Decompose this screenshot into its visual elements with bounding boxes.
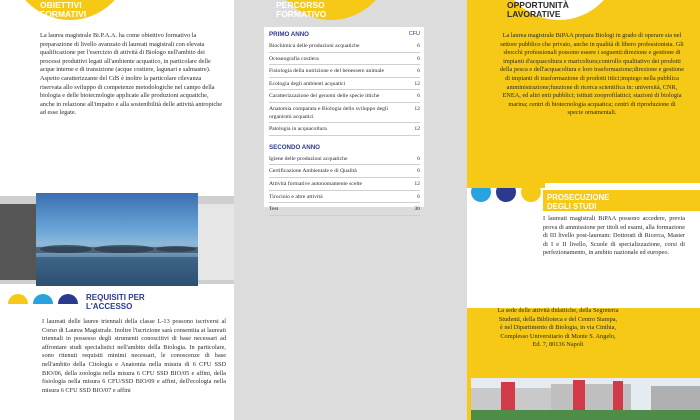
course-name: Tirocinio e altre attività: [269, 193, 323, 200]
year1-list: [269, 43, 420, 136]
dots-mask: [0, 304, 84, 316]
photo-band-dark: [0, 204, 36, 280]
dots-mask-upper: [467, 176, 545, 188]
course-name: Igiene delle produzioni acquatiche: [269, 155, 348, 162]
obiettivi-text: La laurea magistrale Bi.P.A.A. ha come obiettivo formativo la preparazione di livello avanzato di laureati magistrali con elevata qualificazione per l'esercizio di attività di Biologo nell'ambito dei processi produttivi legati all'ambiente acquatico, in particolare delle acque interne e di transizione (acque costiere, lagunari e salmastre). Aspetto caratterizzante del CdS è inoltre la particolare rilevanza riservata allo sviluppo di competenze metodologiche nel campo della biologia e delle biotecnologie applicate alle produzioni acquatiche, anche in relazione all'impatto e alla sostenibilità delle attività antropiche ad esse legate.: [40, 32, 223, 117]
course-row: [269, 181, 420, 191]
course-cfu: 12: [414, 180, 420, 187]
course-row: [269, 43, 420, 53]
course-name: Ecologia degli ambienti acquatici: [269, 80, 346, 87]
course-cfu: 6: [417, 193, 420, 200]
opportunita-text: La laurea magistrale BiPAA prepara Biologi in grado di operare sia nel settore pubblico che privato, anche in qualità di libero professionista. Gli sbocchi professionali possono essere i seguenti:direzione e gestione di impianti d'acquacoltura e maricoltura;controllo qualitativo dei prodotti della pesca e dell'acquacoltura e loro trasformazione;direzione e gestione di impianti di trasformazione di prodotti ittici;impiego nella pubblica amministrazione;funzione di ricerca scientifica in: università, CNR, ENEA, ed altri enti pubblici; istituti zooprofilattici; stazioni di biologia marina; centri di biotecnologia acquatica; centri di riproduzione di specie ornamentali.: [500, 32, 685, 117]
year2-label: SECONDO ANNO: [269, 143, 320, 151]
course-cfu: 6: [417, 168, 420, 175]
course-cfu: 12: [414, 126, 420, 133]
course-row: [269, 81, 420, 91]
year1-label: PRIMO ANNO: [269, 31, 309, 38]
course-row: [269, 156, 420, 166]
course-row: [269, 56, 420, 66]
course-name: Fisiologia della nutrizione e del benessere animale: [269, 68, 384, 75]
course-cfu: 6: [417, 55, 420, 62]
course-row: [269, 194, 420, 204]
column-1: [0, 0, 234, 420]
building-photo: [471, 378, 700, 420]
section-title-sede: LA SEDE: [497, 293, 531, 302]
course-cfu: 30: [414, 206, 420, 213]
course-cfu: 12: [414, 80, 420, 87]
course-cfu: 6: [417, 93, 420, 100]
course-cfu: 6: [417, 155, 420, 162]
requisiti-text: I laureati delle lauree triennali della classe L-13 possono iscriversi al Corso di Laurea Magistrale. Inoltre l'iscrizione sarà consentita ai laureati triennali in possesso degli strumenti conoscitivi di base necessari ad affrontare studi specialistici nell'ambito della Biologia. In particolare, sono ritenuti requisiti minimi necessari, le conoscenze di base nell'ambito della Citologia e Anatomia nella misura di 6 CFU SSD BIO/06, della zoologia nella misura 6 CFU SSD BIO/05 e affini, della fisiologia nella misura 6 CFU/SSD BIO/09 e affini, dell'ecologia nella misura 6 CFU SSD BIO/07 e affini: [42, 318, 226, 394]
course-cfu: 6: [417, 68, 420, 75]
column-3: [467, 0, 700, 420]
course-row: [269, 206, 420, 216]
course-name: Tesi: [269, 206, 279, 213]
photo-band-right: [198, 204, 234, 280]
course-name: Certificazione Ambientale e di Qualità: [269, 168, 357, 175]
year2-list: [269, 156, 420, 216]
section-title-percorso: PERCORSO FORMATIVO: [276, 0, 327, 19]
section-title-requisiti: REQUISITI PER L'ACCESSO: [86, 293, 145, 311]
section-title-opportunita: OPPORTUNITÀ LAVORATIVE: [507, 0, 569, 19]
section-title-obiettivi: OBIETTIVI FORMATIVI: [40, 0, 87, 19]
course-cfu: 12: [414, 105, 420, 112]
course-name: Biochimica delle produzioni acquatiche: [269, 43, 360, 49]
course-row: [269, 68, 420, 78]
course-cfu: 6: [417, 43, 420, 49]
course-name: Patologia in acquacoltura: [269, 126, 327, 133]
course-row: [269, 126, 420, 136]
course-row: [269, 106, 420, 123]
course-name: Attività formative autonomamente scelte: [269, 180, 363, 187]
cfu-label: CFU: [408, 31, 420, 37]
course-name: Anatomia comparata e Biologia dello sviluppo degli organismi acquatici: [269, 105, 389, 120]
year1-header: [269, 31, 420, 38]
course-row: [269, 168, 420, 178]
building-image: [471, 378, 700, 420]
courses-panel: [264, 27, 424, 213]
prosecuzione-text: I laureati magistrali BiPAA possono accedere, previa prova di ammissione per titoli ed esami, alla formazione di III livello post-lauream: Dottorati di Ricerca, Master di I e II livello, Scuole di specializzazione, corsi di perfezionamento, in ambito nazionale ed europeo.: [543, 215, 685, 257]
section-title-prosecuzione: PROSECUZIONE DEGLI STUDI: [547, 193, 610, 211]
column-2: [234, 0, 467, 420]
fish-farm-image: [36, 193, 198, 286]
course-name: Oceanografia costiera: [269, 55, 319, 62]
fish-farm-photo: [36, 193, 198, 286]
course-name: Caratterizzazione dei genomi delle specie ittiche: [269, 93, 380, 100]
course-row: [269, 93, 420, 103]
sede-text: La sede delle attività didattiche, della Segreteria Studenti, della Biblioteca e del Centro Stampa, è nel Dipartimento di Biologia, in via Cinthia, Complesso Universitario di Monte S. Angelo, Ed. 7, 80136 Napoli: [497, 307, 619, 349]
